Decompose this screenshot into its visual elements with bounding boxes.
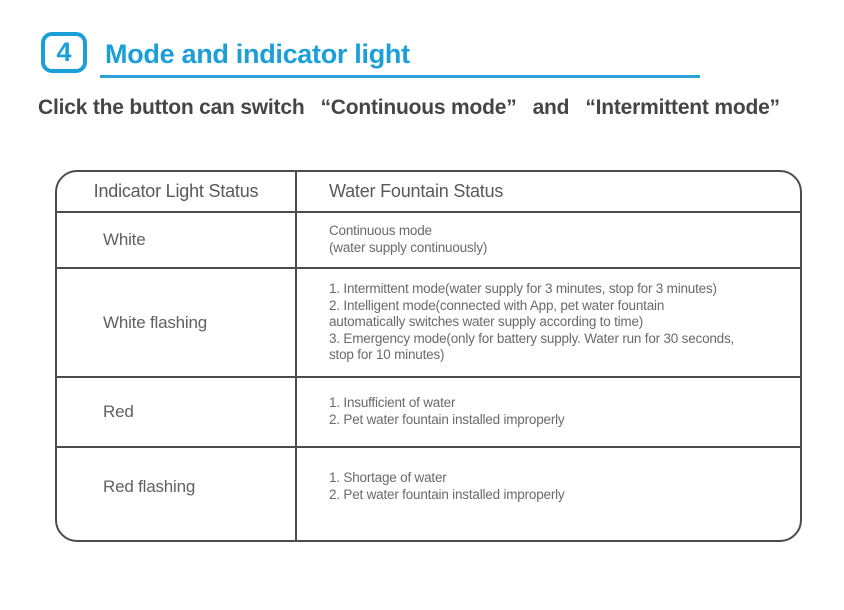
table-row-desc-white <box>297 213 800 269</box>
subtitle-quoted-mode-1: “Continuous mode” <box>320 96 517 119</box>
section-number: 4 <box>56 37 72 67</box>
desc-line: Continuous mode <box>329 223 432 239</box>
table-row-desc-white-flashing <box>297 269 800 378</box>
subtitle-quoted-mode-2: “Intermittent mode” <box>585 96 780 119</box>
table-row-status-white-flashing: White flashing <box>57 269 297 378</box>
table-header-indicator: Indicator Light Status <box>57 172 297 213</box>
desc-line: 2. Intelligent mode(connected with App, pet water fountain <box>329 297 665 313</box>
desc-line: stop for 10 minutes) <box>329 347 445 363</box>
table-row-desc-red-flashing <box>297 448 800 540</box>
desc-line: automatically switches water supply according to time) <box>329 314 644 330</box>
section-number-badge <box>41 32 87 73</box>
table-row-status-red-flashing: Red flashing <box>57 448 297 540</box>
table-row-desc-red <box>297 378 800 448</box>
desc-line: 1. Insufficient of water <box>329 395 456 411</box>
desc-line: 1. Shortage of water <box>329 470 447 486</box>
desc-line: 2. Pet water fountain installed improperly <box>329 412 565 427</box>
desc-line: (water supply continuously) <box>329 240 488 255</box>
subtitle-text: and <box>532 96 570 119</box>
desc-line: 2. Pet water fountain installed improperly <box>329 487 565 502</box>
table-row-status-red: Red <box>57 378 297 448</box>
status-table <box>55 170 802 542</box>
section-title: Mode and indicator light <box>105 39 410 69</box>
table-row-status-white: White <box>57 213 297 269</box>
subtitle-text: Click the button can switch <box>38 96 305 119</box>
desc-line: 3. Emergency mode(only for battery supply. Water run for 30 seconds, <box>329 330 735 346</box>
title-underline <box>100 75 700 78</box>
desc-line: 1. Intermittent mode(water supply for 3 minutes, stop for 3 minutes) <box>329 281 717 297</box>
subtitle <box>38 96 780 120</box>
table-header-fountain: Water Fountain Status <box>297 172 800 213</box>
